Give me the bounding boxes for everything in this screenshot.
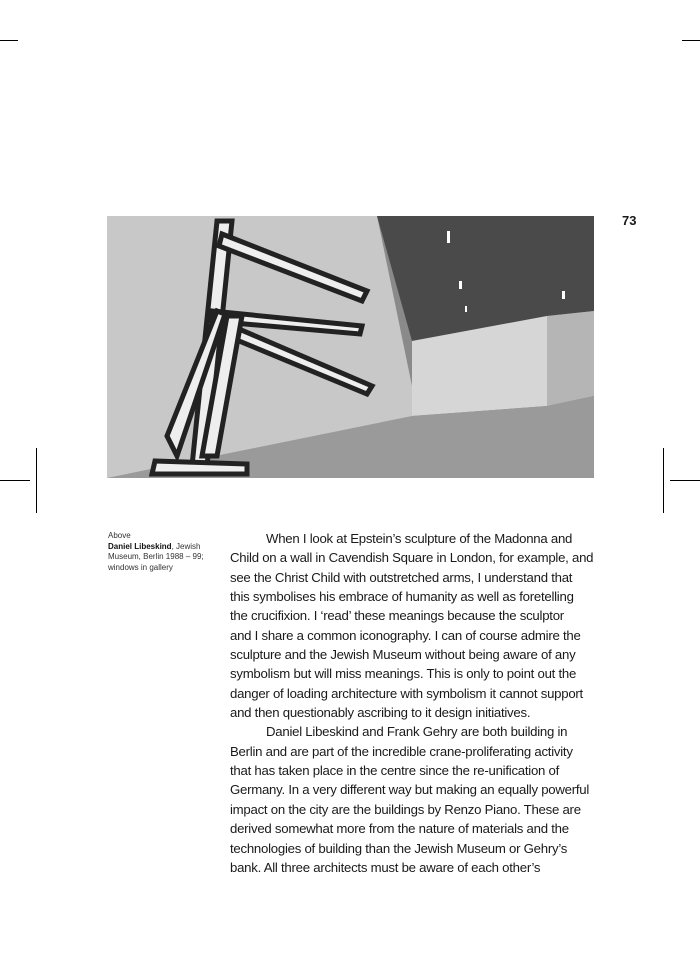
caption-text: , Jewish xyxy=(171,541,201,551)
text-line: and then questionably ascribing to it design initiatives. xyxy=(230,705,531,721)
crop-mark xyxy=(0,40,18,41)
text-line: symbolism but will miss meanings. This is only to point out the xyxy=(230,666,577,682)
text-line: danger of loading architecture with symbolism it cannot support xyxy=(230,685,583,701)
text-line: Berlin and are part of the incredible crane-proliferating activity xyxy=(230,743,573,759)
text-line: Child on a wall in Cavendish Square in London, for example, and xyxy=(230,550,594,566)
gallery-photo xyxy=(107,216,594,478)
text-line: sculpture and the Jewish Museum without being aware of any xyxy=(230,647,576,663)
text-line: see the Christ Child with outstretched arms, I understand that xyxy=(230,569,573,585)
text-line: this symbolises his embrace of humanity as well as foretelling xyxy=(230,589,574,605)
registration-mark xyxy=(670,480,700,481)
text-line: bank. All three architects must be aware of each other’s xyxy=(230,859,541,875)
page-number: 73 xyxy=(622,213,637,228)
text-line: technologies of building than the Jewish Museum or Gehry’s xyxy=(230,840,568,856)
caption-text: Museum, Berlin 1988 – 99; xyxy=(108,552,204,561)
text-line: derived somewhat more from the nature of materials and the xyxy=(230,821,569,837)
registration-mark xyxy=(0,480,30,481)
registration-mark xyxy=(663,448,664,513)
figure-caption xyxy=(108,531,228,573)
text-line: impact on the city are the buildings by Renzo Piano. These are xyxy=(230,801,581,817)
text-line: Germany. In a very different way but making an equally powerful xyxy=(230,782,590,798)
caption-text: windows in gallery xyxy=(108,562,173,572)
text-line: and I share a common iconography. I can of course admire the xyxy=(230,627,581,643)
text-line: that has taken place in the centre since the re-unification of xyxy=(230,763,560,779)
body-text xyxy=(230,529,600,877)
caption-label: Above xyxy=(108,531,131,540)
text-line: When I look at Epstein’s sculpture of the Madonna and xyxy=(266,531,573,546)
text-line: the crucifixion. I ‘read’ these meanings because the sculptor xyxy=(230,608,564,624)
crop-mark xyxy=(682,40,700,41)
registration-mark xyxy=(36,448,37,513)
caption-architect: Daniel Libeskind xyxy=(108,541,172,551)
text-line: Daniel Libeskind and Frank Gehry are both building in xyxy=(266,724,568,740)
